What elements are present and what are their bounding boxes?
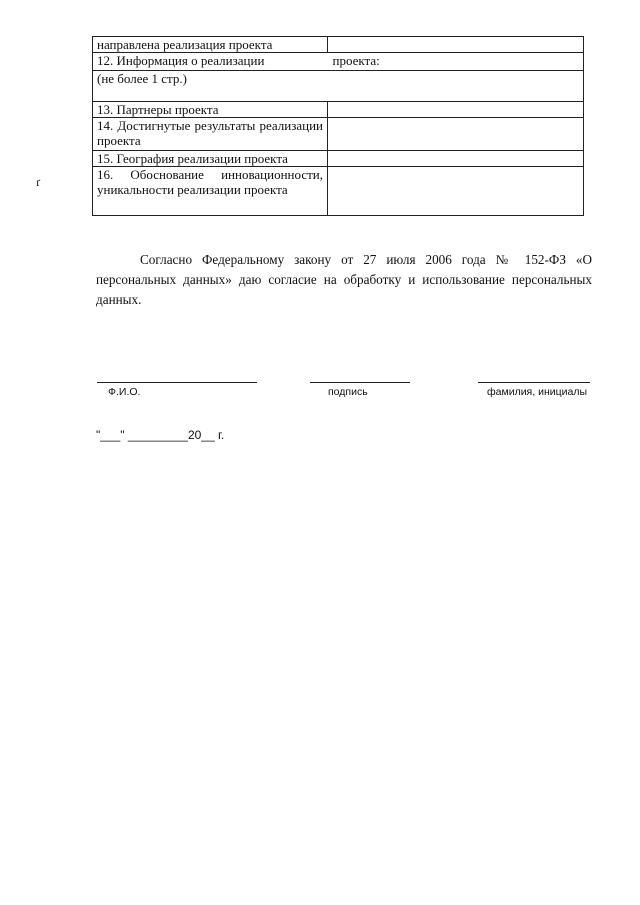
fio-caption: Ф.И.О.: [108, 386, 141, 398]
row-16-value: [328, 167, 584, 216]
name-initials-line: [478, 382, 590, 383]
table-row: [93, 151, 584, 167]
margin-mark: ґ: [36, 175, 41, 189]
name-initials-caption: фамилия, инициалы: [487, 386, 587, 398]
table-row: [93, 37, 584, 53]
table-row: [93, 102, 584, 118]
row-14-value: [328, 118, 584, 151]
signature-line: [310, 382, 410, 383]
row-11-label: направлена реализация проекта: [93, 37, 328, 53]
row-12-label-left: 12. Информация о реализации: [97, 53, 265, 68]
row-14-label: 14. Достигнутые результаты реализации проекта: [93, 118, 328, 151]
consent-paragraph: Согласно Федеральному закону от 27 июля 2006 года № 152-ФЗ «О персональных данных» даю согласие на обработку и использование персональных данных.: [96, 252, 592, 307]
row-16-label: 16. Обоснование инновационности, уникальности реализации проекта: [93, 167, 328, 216]
table-row: [93, 71, 584, 102]
row-12-header: [93, 53, 584, 71]
row-12-note: (не более 1 стр.): [93, 71, 584, 102]
signature-caption: подпись: [328, 386, 368, 398]
fio-signature-line: [97, 382, 257, 383]
row-13-value: [328, 102, 584, 118]
row-15-label: 15. География реализации проекта: [93, 151, 328, 167]
row-11-value: [328, 37, 584, 53]
row-12-label-right: проекта:: [332, 53, 380, 68]
row-15-value: [328, 151, 584, 167]
table-row: [93, 53, 584, 71]
application-form-table: [92, 36, 584, 216]
table-row: [93, 118, 584, 151]
date-line: "___" _________20__ г.: [96, 428, 225, 442]
table-row: [93, 167, 584, 216]
row-13-label: 13. Партнеры проекта: [93, 102, 328, 118]
